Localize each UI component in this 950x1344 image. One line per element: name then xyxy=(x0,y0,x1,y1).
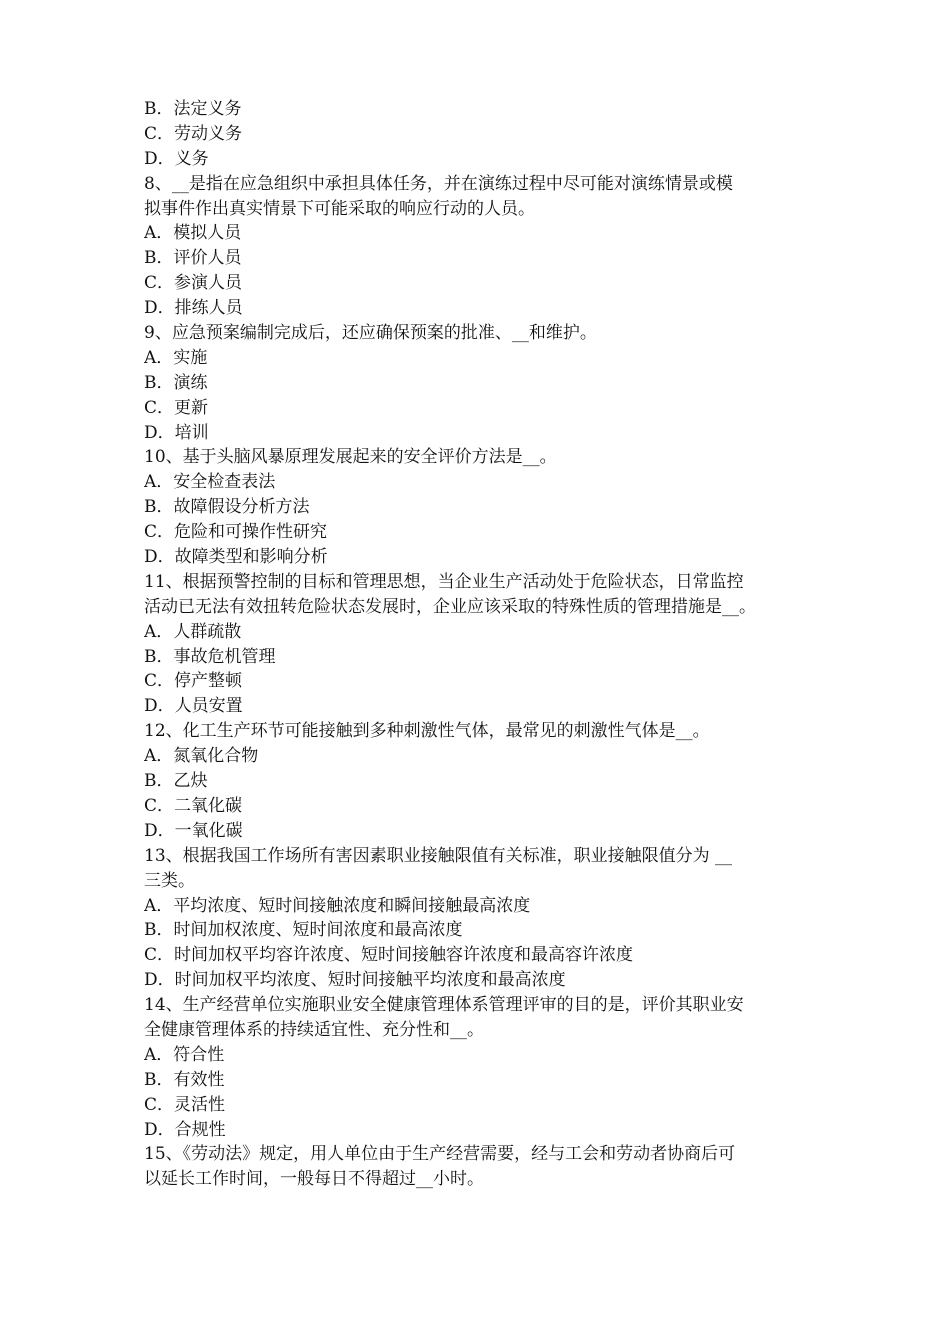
option-line: C．劳动义务 xyxy=(144,123,243,144)
option-line: B．演练 xyxy=(144,372,208,393)
option-line: D．时间加权平均浓度、短时间接触平均浓度和最高浓度 xyxy=(144,970,566,991)
question-8-line-1: 8、__是指在应急组织中承担具体任务，并在演练过程中尽可能对演练情景或模 xyxy=(144,173,733,194)
option-line: A．安全检查表法 xyxy=(144,472,276,493)
exam-text xyxy=(144,97,824,1192)
option-line: A．人群疏散 xyxy=(144,621,242,642)
option-line: C．停产整顿 xyxy=(144,671,243,692)
question-14-line-1: 14、生产经营单位实施职业安全健康管理体系管理评审的目的是，评价其职业安 xyxy=(144,995,744,1016)
option-line: C．二氧化碳 xyxy=(144,795,243,816)
option-line: C．参演人员 xyxy=(144,273,243,294)
option-line: A．氮氧化合物 xyxy=(144,746,259,767)
question-10: 10、基于头脑风暴原理发展起来的安全评价方法是__。 xyxy=(144,447,557,468)
option-line: A．模拟人员 xyxy=(144,223,242,244)
question-9: 9、应急预案编制完成后，还应确保预案的批准、__和维护。 xyxy=(144,323,597,344)
option-line: C．危险和可操作性研究 xyxy=(144,522,328,543)
question-12: 12、化工生产环节可能接触到多种刺激性气体，最常见的刺激性气体是__。 xyxy=(144,721,710,742)
option-line: B．事故危机管理 xyxy=(144,646,276,667)
option-line: D．义务 xyxy=(144,148,209,169)
option-line: D．一氧化碳 xyxy=(144,820,243,841)
option-line: B．时间加权浓度、短时间浓度和最高浓度 xyxy=(144,920,463,941)
option-line: B．乙炔 xyxy=(144,771,208,792)
question-11-line-1: 11、根据预警控制的目标和管理思想，当企业生产活动处于危险状态，日常监控 xyxy=(144,571,744,592)
option-line: B．评价人员 xyxy=(144,248,242,269)
option-line: D．培训 xyxy=(144,422,209,443)
question-15-line-1: 15、《劳动法》规定，用人单位由于生产经营需要，经与工会和劳动者协商后可 xyxy=(144,1144,736,1165)
question-15-line-2: 以延长工作时间，一般每日不得超过__小时。 xyxy=(144,1169,484,1190)
question-8-line-2: 拟事件作出真实情景下可能采取的响应行动的人员。 xyxy=(144,198,535,219)
option-line: B．故障假设分析方法 xyxy=(144,497,310,518)
option-line: D．排练人员 xyxy=(144,298,243,319)
option-line: C．灵活性 xyxy=(144,1094,226,1115)
option-line: B．法定义务 xyxy=(144,99,242,119)
option-line: D．合规性 xyxy=(144,1119,226,1140)
question-14-line-2: 全健康管理体系的持续适宜性、充分性和__。 xyxy=(144,1019,484,1040)
option-line: B．有效性 xyxy=(144,1069,225,1090)
question-11-line-2: 活动已无法有效扭转危险状态发展时，企业应该采取的特殊性质的管理措施是__。 xyxy=(144,596,756,617)
option-line: A．符合性 xyxy=(144,1044,225,1065)
option-line: C．时间加权平均容许浓度、短时间接触容许浓度和最高容许浓度 xyxy=(144,945,634,966)
option-line: C．更新 xyxy=(144,397,209,418)
option-line: A．平均浓度、短时间接触浓度和瞬间接触最高浓度 xyxy=(144,895,531,916)
option-line: A．实施 xyxy=(144,347,208,368)
option-line: D．故障类型和影响分析 xyxy=(144,547,328,568)
option-line: D．人员安置 xyxy=(144,696,243,717)
question-13-line-1: 13、根据我国工作场所有害因素职业接触限值有关标准，职业接触限值分为 __ xyxy=(144,845,733,866)
question-13-line-2: 三类。 xyxy=(144,870,195,891)
